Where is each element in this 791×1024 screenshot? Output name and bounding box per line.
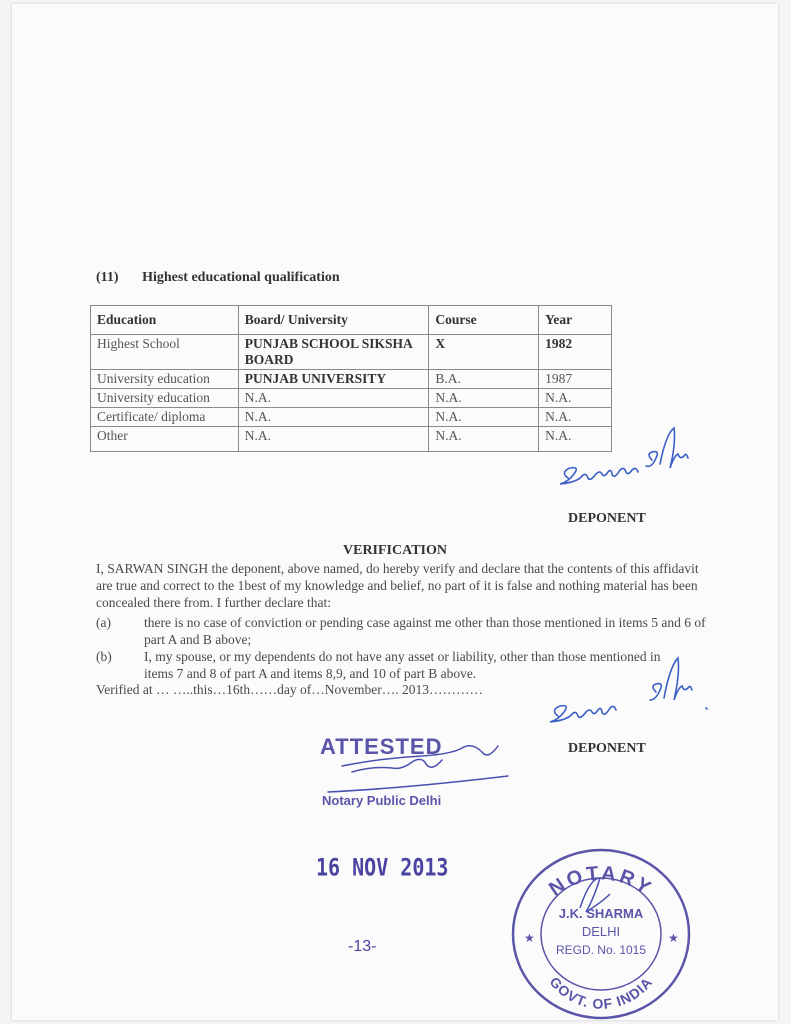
header-year: Year [539, 306, 612, 335]
cell-year: 1982 [539, 335, 612, 370]
verification-item-a [96, 615, 708, 648]
cell-education: Certificate/ diploma [91, 408, 239, 427]
section-heading [96, 270, 340, 286]
header-course: Course [429, 306, 539, 335]
seal-top-text: NOTARY [545, 862, 657, 901]
cell-course: B.A. [429, 370, 539, 389]
cell-board: PUNJAB UNIVERSITY [238, 370, 429, 389]
cell-board: N.A. [238, 408, 429, 427]
cell-course: N.A. [429, 389, 539, 408]
header-education: Education [91, 306, 239, 335]
cell-year: N.A. [539, 427, 612, 452]
cell-course: X [429, 335, 539, 370]
table-row [91, 370, 612, 389]
cell-year: N.A. [539, 389, 612, 408]
table-row [91, 408, 612, 427]
cell-board: N.A. [238, 389, 429, 408]
cell-course: N.A. [429, 408, 539, 427]
cell-education: University education [91, 389, 239, 408]
seal-city: DELHI [581, 924, 621, 939]
svg-text:NOTARY [545, 862, 657, 900]
deponent-signature-1 [548, 420, 708, 500]
cell-education: Highest School [91, 335, 239, 370]
page-number: -13- [348, 938, 377, 955]
cell-education: University education [91, 370, 239, 389]
date-stamp: 16 NOV 2013 [316, 852, 449, 882]
table-row [91, 389, 612, 408]
cell-year: 1987 [539, 370, 612, 389]
deponent-label-1: DEPONENT [568, 511, 646, 526]
seal-star-icon: ★ [668, 931, 679, 945]
seal-star-icon: ★ [524, 931, 535, 945]
seal-name: J.K. SHARMA [558, 906, 644, 921]
cell-course: N.A. [429, 427, 539, 452]
item-text: I, my spouse, or my dependents do not have any asset or liability, other than those mentioned in items 7 and 8 of part A and items 8,9, and 10 of part B above. [144, 649, 661, 681]
qualification-table [90, 305, 612, 452]
section-title: Highest educational qualification [142, 270, 340, 285]
deponent-label-2: DEPONENT [568, 741, 646, 756]
notary-signature [322, 736, 522, 796]
cell-board: N.A. [238, 427, 429, 452]
cell-board: PUNJAB SCHOOL SIKSHA BOARD [238, 335, 429, 370]
item-label: (b) [96, 649, 112, 664]
verification-title: VERIFICATION [343, 543, 447, 558]
table-header-row [91, 306, 612, 335]
item-label: (a) [96, 615, 111, 630]
header-board: Board/ University [238, 306, 429, 335]
cell-education: Other [91, 427, 239, 452]
item-text: there is no case of conviction or pending case against me other than those mentioned in items 5 and 6 of part A and B above; [144, 615, 706, 647]
verification-paragraph: I, SARWAN SINGH the deponent, above named, do hereby verify and declare that the contents of this affidavit are true and correct to the 1best of my knowledge and belief, no part of it is false and nothing material has been concealed there from. I further declare that: [96, 561, 699, 610]
deponent-signature-2 [544, 654, 714, 734]
cell-year: N.A. [539, 408, 612, 427]
section-number: (11) [96, 270, 119, 285]
notary-seal [510, 846, 692, 1022]
svg-text:GOVT. OF INDIA [546, 974, 655, 1012]
table-row [91, 427, 612, 452]
verified-at-line: Verified at … …..this…16th……day of…November…. 2013………… [96, 682, 483, 697]
attested-stamp: ATTESTED [320, 734, 443, 759]
table-row [91, 335, 612, 370]
seal-bottom-text: GOVT. OF INDIA [546, 973, 656, 1012]
notary-public-stamp: Notary Public Delhi [322, 793, 442, 808]
seal-regd: REGD. No. 1015 [555, 943, 647, 957]
